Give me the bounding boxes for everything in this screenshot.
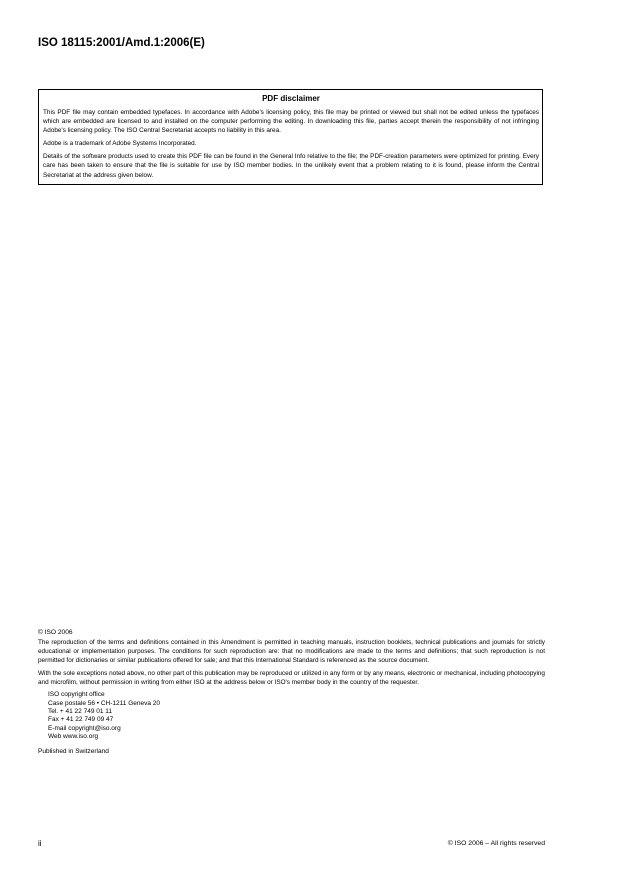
document-header-title: ISO 18115:2001/Amd.1:2006(E) (38, 37, 205, 49)
address-line: ISO copyright office (48, 691, 105, 699)
pdf-disclaimer-box (38, 89, 543, 185)
address-email: E-mail copyright@iso.org (48, 724, 121, 732)
copyright-paragraph: The reproduction of the terms and definitions contained in this Amendment is permitted in teaching manuals, instruction booklets, technical publications and journals for strictly educational or implementation purposes. The conditions for such reproduction are: that no modifications are made to the terms and definitions; that such reproduction is not permitted for dictionaries or similar publications offered for sale; and that this International Standard is referenced as the source document. (38, 639, 545, 665)
footer-rights: © ISO 2006 – All rights reserved (447, 840, 545, 847)
address-phone: Tel. + 41 22 749 01 11 (48, 708, 113, 716)
address-fax: Fax + 41 22 749 09 47 (48, 716, 114, 724)
page-number: ii (38, 839, 42, 848)
copyright-paragraph: With the sole exceptions noted above, no other part of this publication may be reproduced or utilized in any form or by any means, electronic or mechanical, including photocopying and microfilm, without permission in writing from either ISO at the address below or ISO's member body in the country of the requester. (38, 670, 545, 687)
disclaimer-paragraph: Adobe is a trademark of Adobe Systems Incorporated. (43, 140, 197, 148)
disclaimer-title: PDF disclaimer (262, 94, 320, 103)
disclaimer-paragraph: This PDF file may contain embedded typefaces. In accordance with Adobe's licensing policy, this file may be printed or viewed but shall not be edited unless the typefaces which are embedded are licensed to and installed on the computer performing the editing. In downloading this file, parties accept therein the responsibility of not infringing Adobe's licensing policy. The ISO Central Secretariat accepts no liability in this area. (43, 109, 539, 135)
address-line: Case postale 56 • CH-1211 Geneva 20 (48, 699, 161, 707)
copyright-year: © ISO 2006 (38, 629, 73, 636)
copyright-notice (38, 628, 545, 756)
iso-address (38, 691, 545, 741)
disclaimer-paragraph: Details of the software products used to create this PDF file can be found in the General Info relative to the file; the PDF-creation parameters were optimized for printing. Every care has been taken to ensure that the file is suitable for use by ISO member bodies. In the unlikely event that a problem relating to it is found, please inform the Central Secretariat at the address given below. (43, 153, 539, 179)
address-web: Web www.iso.org (48, 732, 99, 740)
published-location: Published in Switzerland (38, 748, 109, 756)
